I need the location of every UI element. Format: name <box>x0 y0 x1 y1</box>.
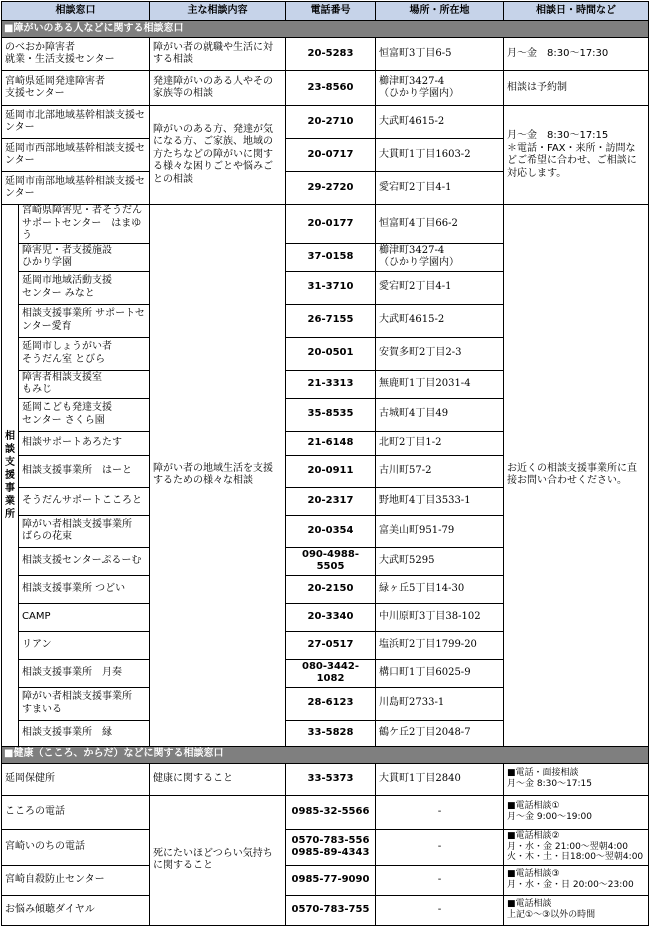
row-address: 大貫町1丁目2840 <box>376 763 504 795</box>
section-header <box>2 746 649 763</box>
row-name: こころの電話 <box>2 795 150 829</box>
row-address: - <box>376 865 504 895</box>
row-tel[interactable]: 0570-783-556 0985-89-4343 <box>286 829 376 865</box>
row-tel[interactable]: 20-0717 <box>286 139 376 172</box>
row-name: 延岡保健所 <box>2 763 150 795</box>
row-tel[interactable]: 0985-77-9090 <box>286 865 376 895</box>
row-hours: ■電話相談② 月・水・金 21:00～翌朝4:00 火・木・土・日18:00～翌朝4:00 <box>504 829 649 865</box>
row-hours: ■電話相談① 月～金 9:00～19:00 <box>504 795 649 829</box>
row-address: 大貫町1丁目1603-2 <box>376 139 504 172</box>
row-name: 相談支援事業所 サポートセンター愛育 <box>19 304 150 337</box>
row-tel[interactable]: 33-5828 <box>286 720 376 746</box>
row-content: 発達障がいのある人やその家族等の相談 <box>150 71 286 106</box>
offices-hours: お近くの相談支援事業所に直接お問い合わせください。 <box>504 205 649 747</box>
row-address: 緑ヶ丘5丁目14-30 <box>376 575 504 603</box>
row-address: - <box>376 895 504 925</box>
row-hours: ■電話・面接相談 月～金 8:30～17:15 <box>504 763 649 795</box>
row-address: 鶴ケ丘2丁目2048-7 <box>376 720 504 746</box>
section-header <box>2 21 649 38</box>
row-tel[interactable]: 20-2150 <box>286 575 376 603</box>
row-tel[interactable]: 0985-32-5566 <box>286 795 376 829</box>
row-address: 川島町2733-1 <box>376 687 504 720</box>
row-tel[interactable]: 20-0501 <box>286 337 376 370</box>
office-group-label: 相談支援事業所 <box>2 205 19 747</box>
consultation-table <box>1 1 649 926</box>
table-row <box>2 71 649 106</box>
row-tel[interactable]: 20-2710 <box>286 106 376 139</box>
row-tel[interactable]: 27-0517 <box>286 631 376 659</box>
table-row <box>2 829 649 865</box>
row-address: 北町2丁目1-2 <box>376 431 504 455</box>
header-tel: 電話番号 <box>286 2 376 21</box>
row-name: 延岡市北部地域基幹相談支援センター <box>2 106 150 139</box>
row-address: 古川町57-2 <box>376 455 504 487</box>
row-address: 構口町1丁目6025-9 <box>376 659 504 687</box>
table-row <box>2 795 649 829</box>
row-name: 相談支援事業所 はーと <box>19 455 150 487</box>
table-row <box>2 763 649 795</box>
row-address: 恒富町3丁目6-5 <box>376 38 504 71</box>
table-row <box>2 106 649 139</box>
row-tel[interactable]: 37-0158 <box>286 243 376 271</box>
row-name: 宮崎いのちの電話 <box>2 829 150 865</box>
header-address: 場所・所在地 <box>376 2 504 21</box>
row-tel[interactable]: 26-7155 <box>286 304 376 337</box>
row-name: のべおか障害者 就業・生活支援センター <box>2 38 150 71</box>
row-name: 延岡市地域活動支援 センター みなと <box>19 271 150 304</box>
table-row <box>2 205 649 244</box>
row-address: 櫛津町3427-4 （ひかり学園内） <box>376 243 504 271</box>
header-window: 相談窓口 <box>2 2 150 21</box>
row-tel[interactable]: 33-5373 <box>286 763 376 795</box>
row-name: 延岡市しょうがい者 そうだん室 とびら <box>19 337 150 370</box>
row-name: 延岡市西部地域基幹相談支援センター <box>2 139 150 172</box>
row-tel[interactable]: 28-6123 <box>286 687 376 720</box>
row-tel[interactable]: 21-6148 <box>286 431 376 455</box>
row-name: 相談支援事業所 縁 <box>19 720 150 746</box>
row-name: 延岡市南部地域基幹相談支援センター <box>2 172 150 205</box>
section1-title: ■障がいのある人などに関する相談窓口 <box>2 21 649 38</box>
row-address: 愛宕町2丁目4-1 <box>376 172 504 205</box>
row-address: 塩浜町2丁目1799-20 <box>376 631 504 659</box>
row-address: 古城町4丁目49 <box>376 398 504 431</box>
row-content: 健康に関すること <box>150 763 286 795</box>
regional-hours: 月～金 8:30～17:15 ＊電話・FAX・来所・訪問などご希望に合わせ、ご相談に対応します。 <box>504 106 649 205</box>
table-row <box>2 895 649 925</box>
row-tel[interactable]: 20-5283 <box>286 38 376 71</box>
row-address: - <box>376 795 504 829</box>
header-content: 主な相談内容 <box>150 2 286 21</box>
row-name: 障害児・者支援施設 ひかり学園 <box>19 243 150 271</box>
section2-title: ■健康（こころ、からだ）などに関する相談窓口 <box>2 746 649 763</box>
regional-content: 障がいのある方、発達が気になる方、ご家族、地域の方たちなどの障がいに関する様々な困りごとや悩みごとの相談 <box>150 106 286 205</box>
row-tel[interactable]: 080-3442-1082 <box>286 659 376 687</box>
row-tel[interactable]: 31-3710 <box>286 271 376 304</box>
row-tel[interactable]: 20-0354 <box>286 515 376 547</box>
table-row <box>2 38 649 71</box>
row-address: 富美山町951-79 <box>376 515 504 547</box>
row-name: 宮崎自殺防止センター <box>2 865 150 895</box>
mental-content: 死にたいほどつらい気持ちに関すること <box>150 795 286 925</box>
row-name: 延岡こども発達支援 センター さくら園 <box>19 398 150 431</box>
row-name: CAMP <box>19 603 150 631</box>
office-rows <box>2 205 649 747</box>
row-tel[interactable]: 35-8535 <box>286 398 376 431</box>
row-name: リアン <box>19 631 150 659</box>
row-name: 宮崎県障害児・者そうだんサポートセンター はまゆう <box>19 205 150 244</box>
row-tel[interactable]: 20-3340 <box>286 603 376 631</box>
row-address: 大武町4615-2 <box>376 304 504 337</box>
row-address: 恒富町4丁目66-2 <box>376 205 504 244</box>
row-address: 安賀多町2丁目2-3 <box>376 337 504 370</box>
row-address: 中川原町3丁目38-102 <box>376 603 504 631</box>
row-tel[interactable]: 29-2720 <box>286 172 376 205</box>
row-name: 相談サポートあろたす <box>19 431 150 455</box>
row-address: - <box>376 829 504 865</box>
row-name: 障害者相談支援室 もみじ <box>19 370 150 398</box>
offices-content: 障がい者の地域生活を支援するための様々な相談 <box>150 205 286 747</box>
header-hours: 相談日・時間など <box>504 2 649 21</box>
row-name: 障がい者相談支援事業所 すまいる <box>19 687 150 720</box>
row-content: 障がい者の就職や生活に対する相談 <box>150 38 286 71</box>
row-address: 野地町4丁目3533-1 <box>376 487 504 515</box>
row-address: 大武町4615-2 <box>376 106 504 139</box>
section2-rows <box>2 746 649 925</box>
row-name: 宮崎県延岡発達障害者 支援センター <box>2 71 150 106</box>
row-hours: ■電話相談③ 月・水・金・日 20:00～23:00 <box>504 865 649 895</box>
row-tel[interactable]: 21-3313 <box>286 370 376 398</box>
row-tel[interactable]: 23-8560 <box>286 71 376 106</box>
row-name: 相談支援事業所 つどい <box>19 575 150 603</box>
row-tel[interactable]: 20-2317 <box>286 487 376 515</box>
row-tel[interactable]: 0570-783-755 <box>286 895 376 925</box>
row-address: 愛宕町2丁目4-1 <box>376 271 504 304</box>
row-name: 相談支援センターぷるーむ <box>19 547 150 575</box>
row-hours: 相談は予約制 <box>504 71 649 106</box>
row-name: 相談支援事業所 月奏 <box>19 659 150 687</box>
row-address: 大武町5295 <box>376 547 504 575</box>
table-row <box>2 865 649 895</box>
row-tel[interactable]: 090-4988-5505 <box>286 547 376 575</box>
row-name: 障がい者相談支援事業所 ばらの花束 <box>19 515 150 547</box>
row-hours: ■電話相談 上記①～③以外の時間 <box>504 895 649 925</box>
row-name: そうだんサポートこころと <box>19 487 150 515</box>
row-hours: 月～金 8:30～17:30 <box>504 38 649 71</box>
row-address: 無鹿町1丁目2031-4 <box>376 370 504 398</box>
row-name: お悩み傾聴ダイヤル <box>2 895 150 925</box>
row-tel[interactable]: 20-0177 <box>286 205 376 244</box>
row-tel[interactable]: 20-0911 <box>286 455 376 487</box>
table-header-row <box>2 2 649 21</box>
row-address: 櫛津町3427-4 （ひかり学園内） <box>376 71 504 106</box>
